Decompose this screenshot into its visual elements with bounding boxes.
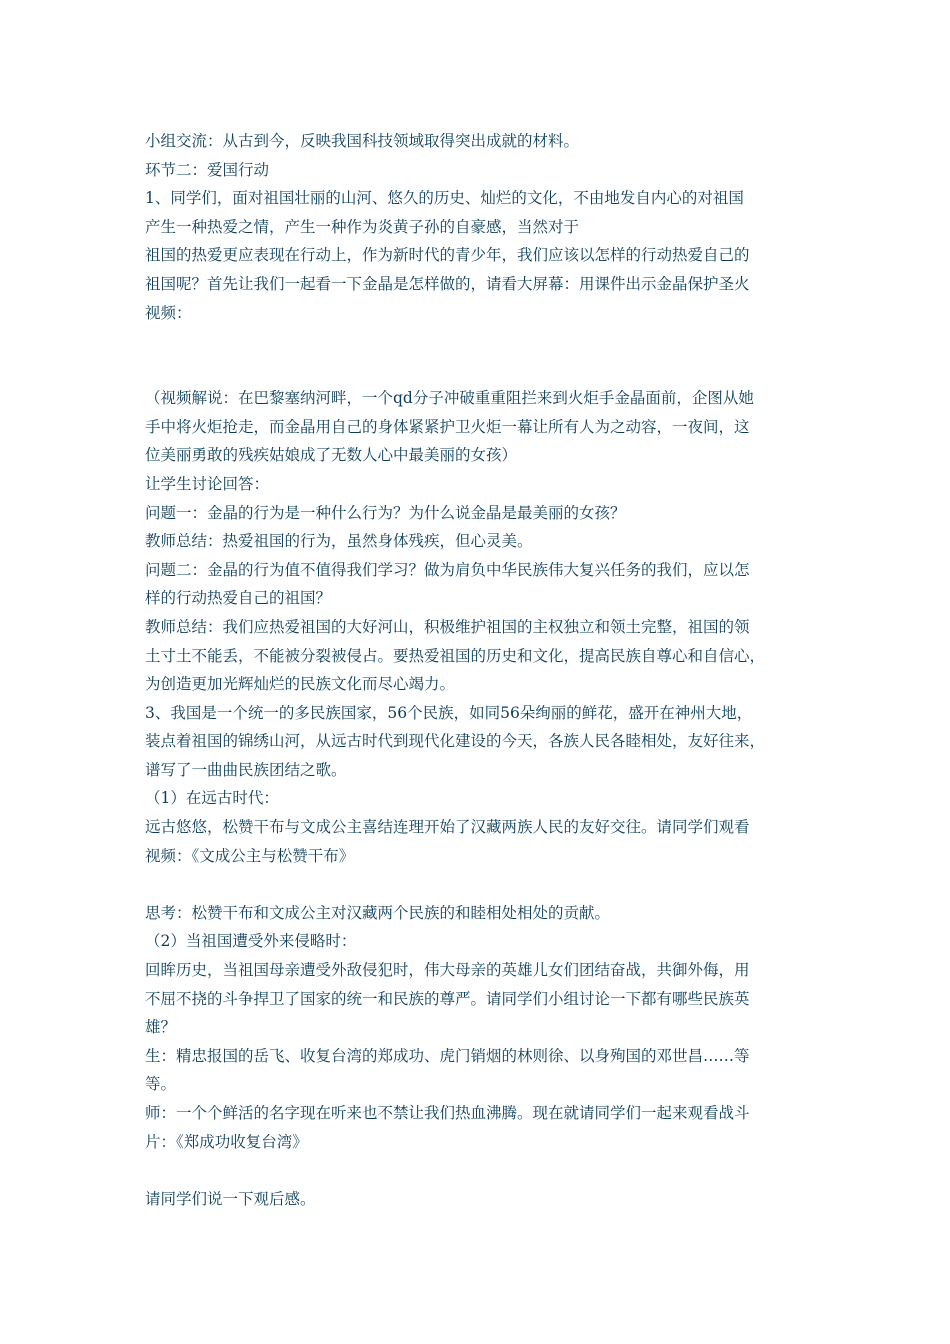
ancient-paragraph-line-1: 远古悠悠，松赞干布与文成公主喜结连理开始了汉藏两族人民的友好交往。请同学们观看 — [145, 818, 750, 837]
paragraph-3-line-2: 装点着祖国的锦绣山河，从远古时代到现代化建设的今天，各族人民各睦相处，友好往来， — [145, 732, 766, 751]
history-paragraph-line-1: 回眸历史，当祖国母亲遭受外敌侵犯时，伟大母亲的英雄儿女们团结奋战，共御外侮，用 — [145, 961, 750, 980]
paragraph-1-line-4: 祖国呢？首先让我们一起看一下金晶是怎样做的，请看大屏幕：用课件出示金晶保护圣火 — [145, 274, 750, 293]
teacher-summary-1: 教师总结：热爱祖国的行为，虽然身体残疾，但心灵美。 — [145, 532, 533, 551]
document-body — [145, 127, 810, 1213]
closing-prompt: 请同学们说一下观后感。 — [145, 1189, 316, 1208]
paragraph-1-line-3: 祖国的热爱更应表现在行动上，作为新时代的青少年，我们应该以怎样的行动热爱自己的 — [145, 246, 750, 265]
video-narration-line-2: 手中将火炬抢走，而金晶用自己的身体紧紧护卫火炬一幕让所有人为之动容，一夜间，这 — [145, 417, 750, 436]
ancient-paragraph-line-2: 视频：《文成公主与松赞干布》 — [145, 846, 355, 865]
teacher-remark-line-1: 师：一个个鲜活的名字现在听来也不禁让我们热血沸腾。现在就请同学们一起来观看战斗 — [145, 1104, 750, 1122]
history-paragraph-line-3: 雄？ — [145, 1018, 177, 1037]
teacher-summary-2-line-1: 教师总结：我们应热爱祖国的大好河山，积极维护祖国的主权独立和领土完整，祖国的领 — [145, 617, 750, 636]
student-answer-line-2: 等。 — [145, 1075, 177, 1094]
subheading-ancient-times: （1）在远古时代： — [145, 789, 279, 808]
paragraph-1-line-5: 视频： — [145, 303, 192, 322]
discussion-prompt: 让学生讨论回答： — [145, 474, 270, 493]
question-1: 问题一：金晶的行为是一种什么行为？为什么说金晶是最美丽的女孩？ — [145, 503, 626, 522]
question-2-line-1: 问题二：金晶的行为值不值得我们学习？做为肩负中华民族伟大复兴任务的我们，应以怎 — [145, 560, 750, 579]
paragraph-3-line-3: 谱写了一曲曲民族团结之歌。 — [145, 760, 347, 779]
student-answer-line-1: 生：精忠报国的岳飞、收复台湾的郑成功、虎门销烟的林则徐、以身殉国的邓世昌……等 — [145, 1046, 750, 1065]
question-2-line-2: 样的行动热爱自己的祖国？ — [145, 589, 332, 608]
video-narration-line-1: （视频解说：在巴黎塞纳河畔，一个qd分子冲破重重阻拦来到火炬手金晶面前，企图从她 — [145, 389, 754, 408]
paragraph-1-line-2: 产生一种热爱之情，产生一种作为炎黄子孙的自豪感，当然对于 — [145, 217, 580, 236]
paragraph-3-line-1: 3、我国是一个统一的多民族国家，56个民族，如同56朵绚丽的鲜花，盛开在神州大地， — [145, 703, 753, 722]
subheading-foreign-aggression: （2）当祖国遭受外来侵略时： — [145, 932, 357, 951]
paragraph-1-line-1: 1、同学们，面对祖国壮丽的山河、悠久的历史、灿烂的文化，不由地发自内心的对祖国 — [145, 189, 744, 208]
paragraph-group-exchange: 小组交流：从古到今，反映我国科技领域取得突出成就的材料。 — [145, 132, 580, 150]
teacher-remark-line-2: 片：《郑成功收复台湾》 — [145, 1132, 308, 1151]
teacher-summary-2-line-2: 土寸土不能丢，不能被分裂被侵占。要热爱祖国的历史和文化，提高民族自尊心和自信心， — [145, 646, 766, 665]
spacer — [145, 327, 810, 384]
teacher-summary-2-line-3: 为创造更加光辉灿烂的民族文化而尽心竭力。 — [145, 675, 456, 694]
spacer — [145, 1156, 810, 1185]
reflection-prompt: 思考：松赞干布和文成公主对汉藏两个民族的和睦相处相处的贡献。 — [145, 903, 611, 922]
video-narration-line-3: 位美丽勇敢的残疾姑娘成了无数人心中最美丽的女孩） — [145, 446, 518, 465]
section-heading-patriotic-action: 环节二：爱国行动 — [145, 160, 270, 179]
history-paragraph-line-2: 不屈不挠的斗争捍卫了国家的统一和民族的尊严。请同学们小组讨论一下都有哪些民族英 — [145, 989, 750, 1008]
spacer — [145, 870, 810, 899]
